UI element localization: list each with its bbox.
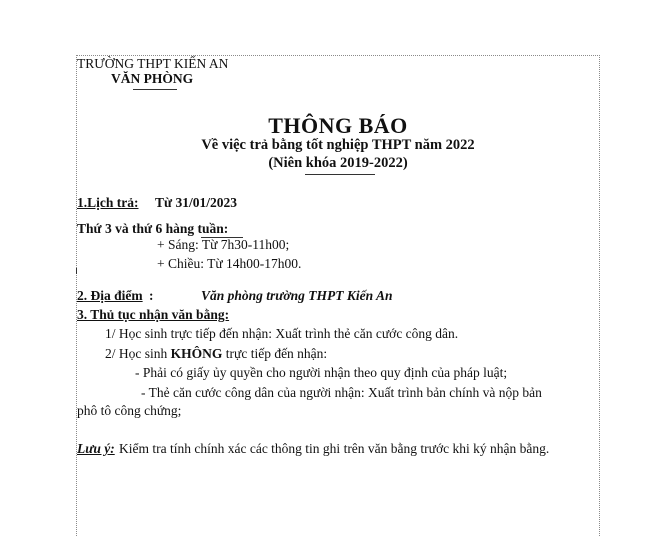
notice-subtitle: Về việc trả bằng tốt nghiệp THPT năm 2022 [201,137,475,153]
school-year: (Niên khóa 2019-2022) [268,155,408,171]
note-text: Kiểm tra tính chính xác các thông tin ghi trên văn bằng trước khi ký nhận bằng. [119,441,550,456]
section1-label: 1.Lịch trả: [77,195,139,210]
section3-item4-line1: - Thẻ căn cước công dân của người nhận: Xuất trình bản chính và nộp bản [141,385,542,400]
note-label: Lưu ý: [77,441,115,456]
section2-label: 2. Địa điểm [77,288,143,303]
schedule-afternoon: + Chiều: Từ 14h00-17h00. [157,256,302,271]
office-name: VĂN PHÒNG [111,71,194,86]
section3-label: 3. Thủ tục nhận văn bằng: [77,307,230,322]
section3-item3: - Phải có giấy ủy quyền cho người nhận theo quy định của pháp luật; [135,365,508,380]
section1-value: Từ 31/01/2023 [155,195,237,210]
schedule-morning: + Sáng: Từ 7h30-11h00; [157,237,290,252]
item2-prefix: 2/ Học sinh [105,346,171,361]
text-cursor-mark [76,268,77,274]
document-page [76,55,600,536]
section2-value: Văn phòng trường THPT Kiến An [201,288,393,303]
school-name: TRƯỜNG THPT KIẾN AN [77,56,229,71]
item2-emphasis: KHÔNG [170,346,223,361]
office-underline [133,89,177,90]
section2-colon: : [149,288,154,303]
section3-item1: 1/ Học sinh trực tiếp đến nhận: Xuất trình thẻ căn cước công dân. [105,326,459,341]
section3-item4-line2: phô tô công chứng; [77,403,182,418]
section3-item2 [105,346,327,362]
item2-suffix: trực tiếp đến nhận: [222,346,328,361]
title-underline [305,174,375,175]
schedule-days: Thứ 3 và thứ 6 hàng tuần: [77,221,229,236]
notice-title: THÔNG BÁO [268,113,408,138]
